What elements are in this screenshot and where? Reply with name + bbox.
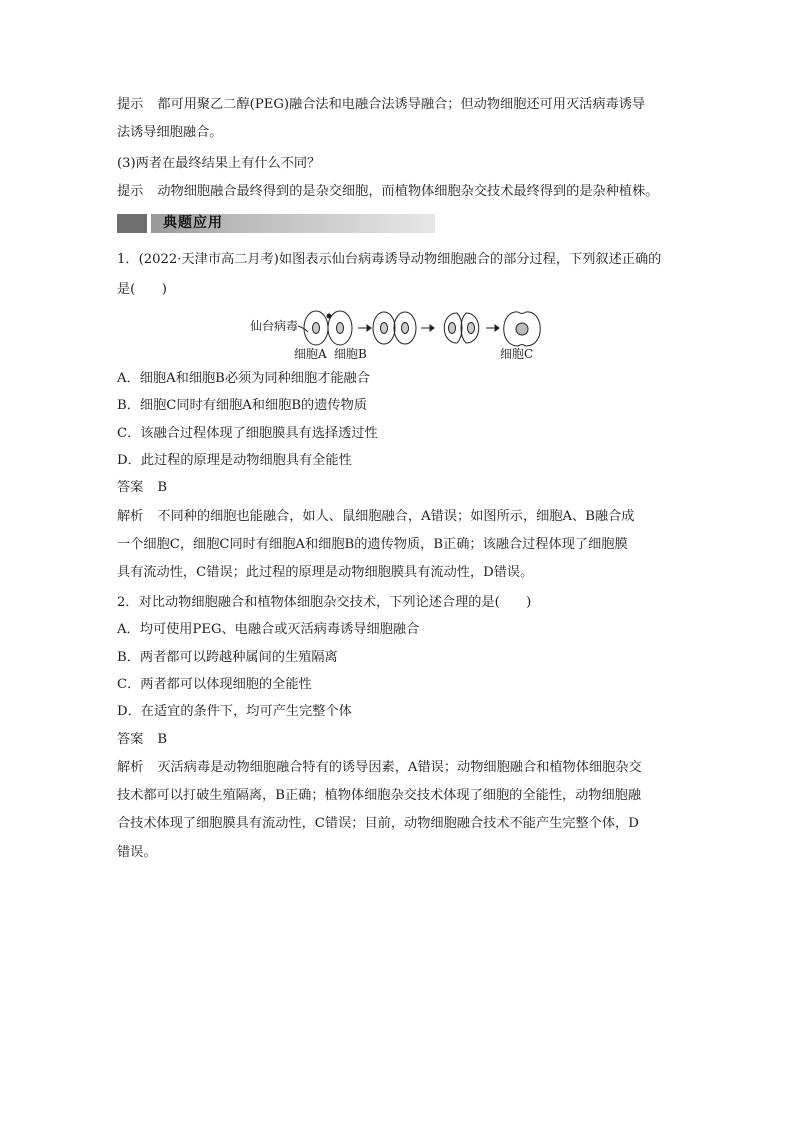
stage2-cells (373, 312, 416, 344)
cell-c-nucleus (516, 323, 528, 335)
q2-analysis-text1: 灭活病毒是动物细胞融合特有的诱导因素，A错误；动物细胞融合和植物体细胞杂交 (157, 760, 642, 775)
q1-analysis-line3: 具有流动性，C错误；此过程的原理是动物细胞膜具有流动性，D错误。 (117, 565, 534, 580)
q1-option-c: C．该融合过程体现了细胞膜具有选择透过性 (117, 426, 378, 441)
q1-analysis-line1 (117, 508, 635, 526)
q2-analysis-line4: 错误。 (117, 845, 157, 860)
section-banner (117, 214, 435, 233)
q2-answer-value: B (157, 732, 168, 747)
q1-answer-value: B (157, 480, 168, 495)
q2-analysis-line2: 技术都可以打破生殖隔离，B正确；植物体细胞杂交技术体现了细胞的全能性，动物细胞融 (117, 788, 641, 803)
q2-option-d: D．在适宜的条件下，均可产生完整个体 (117, 704, 352, 719)
virus-label: 仙台病毒 (250, 319, 299, 333)
hint2-line2: 法诱导细胞融合。 (117, 125, 223, 140)
cell-a-label: 细胞A (294, 347, 327, 361)
section-title: 典题应用 (163, 215, 223, 231)
cell-a-nucleus (313, 323, 320, 334)
banner-accent (117, 214, 147, 233)
q2-analysis-label: 解析 (117, 760, 144, 775)
cell-fusion-diagram (250, 308, 550, 364)
q1-analysis-line2: 一个细胞C，细胞C同时有细胞A和细胞B的遗传物质，B正确；该融合过程体现了细胞膜 (117, 537, 628, 552)
cell-b-nucleus (337, 323, 344, 334)
q1-option-b: B．细胞C同时有细胞A和细胞B的遗传物质 (117, 398, 367, 413)
q2-option-b: B．两者都可以跨越种属间的生殖隔离 (117, 650, 338, 665)
q1-answer-line (117, 479, 167, 497)
q2-option-c: C．两者都可以体现细胞的全能性 (117, 677, 312, 692)
hint2-line1 (117, 96, 645, 114)
q2-analysis-line3: 合技术体现了细胞膜具有流动性，C错误；目前，动物细胞融合技术不能产生完整个体，D (117, 816, 639, 831)
hint3-text: 动物细胞融合最终得到的是杂交细胞，而植物体细胞杂交技术最终得到的是杂种植株。 (157, 184, 659, 199)
q1-option-d: D．此过程的原理是动物细胞具有全能性 (117, 453, 352, 468)
q2-stem: 2．对比动物细胞融合和植物体细胞杂交技术，下列论述合理的是( ) (117, 595, 532, 610)
q1-answer-label: 答案 (117, 480, 144, 495)
stage3-cells (444, 313, 479, 343)
arrow-3 (486, 325, 499, 331)
q2-answer-label: 答案 (117, 732, 144, 747)
q1-option-a: A．细胞A和细胞B必须为同种细胞才能融合 (117, 371, 370, 386)
q2-option-a: A．均可使用PEG、电融合或灭活病毒诱导细胞融合 (117, 622, 420, 637)
q1-stem-line1: 1．(2022·天津市高二月考)如图表示仙台病毒诱导动物细胞融合的部分过程，下列叙述正确的 (117, 252, 662, 267)
q2-answer-line (117, 731, 167, 749)
hint3-label: 提示 (117, 184, 144, 199)
q1-analysis-text1: 不同种的细胞也能融合，如人、鼠细胞融合，A错误；如图所示，细胞A、B融合成 (157, 509, 635, 524)
hint2-text: 都可用聚乙二醇(PEG)融合法和电融合法诱导融合；但动物细胞还可用灭活病毒诱导 (157, 97, 646, 112)
cell-b-label: 细胞B (334, 347, 367, 361)
hint2-label: 提示 (117, 97, 144, 112)
virus-pointer-line (298, 326, 308, 332)
arrow-1 (358, 325, 371, 331)
q1-stem-line2: 是( ) (117, 282, 167, 297)
arrow-2 (421, 325, 434, 331)
cell-c-label: 细胞C (500, 347, 534, 361)
question3: (3)两者在最终结果上有什么不同？ (117, 156, 321, 171)
q1-analysis-label: 解析 (117, 509, 144, 524)
q2-analysis-line1 (117, 759, 642, 777)
virus-particle (327, 314, 331, 318)
banner-gap (147, 214, 151, 233)
hint3-line (117, 183, 659, 201)
cell-c-shape (504, 312, 541, 346)
stage1-cells (298, 311, 352, 345)
